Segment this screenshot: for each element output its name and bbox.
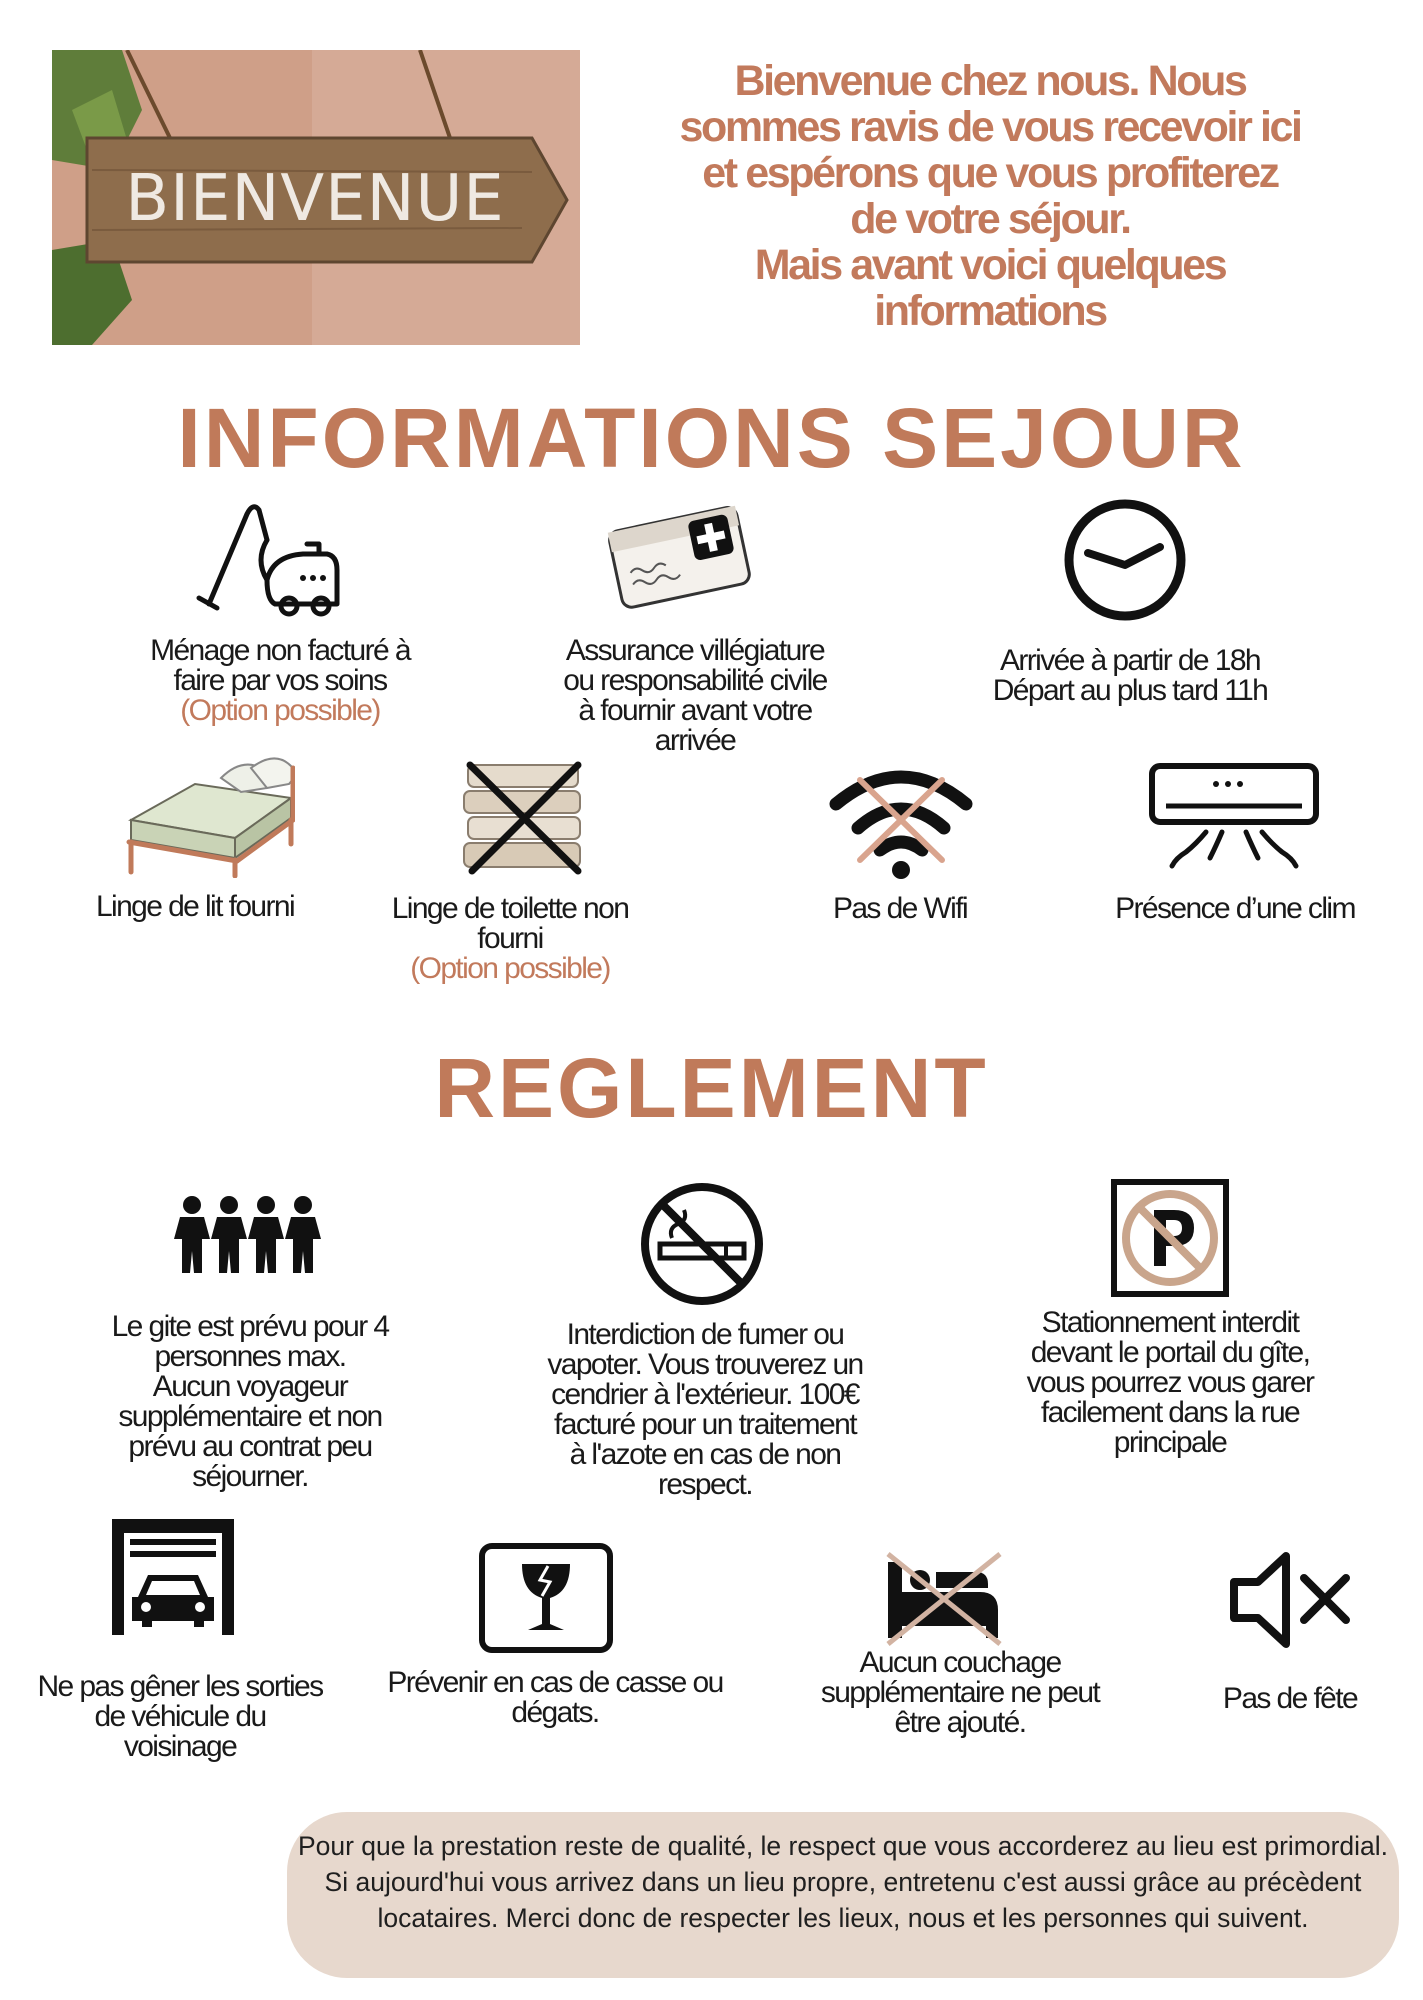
footer-note-text: Pour que la prestation reste de qualité, le respect que vous accorderez au lieu est primordial. Si aujourd'hui vous arrivez dans un lieu propre, entretenu c'est aussi grâce au précèdent locataires. Merci donc de respecter les lieux, nous et les personnes qui suivent. (297, 1831, 1389, 1933)
people-group-icon (174, 1195, 324, 1275)
caption-line: Ne pas gêner les sorties (37, 1670, 323, 1703)
caption-line: Interdiction de fumer ou (566, 1318, 844, 1351)
caption-line: faire par vos soins (173, 664, 387, 697)
caption-line: personnes max. (154, 1340, 346, 1373)
no-wifi-icon (826, 760, 976, 880)
rule-caption-sorties (25, 1672, 335, 1762)
towels-crossed-icon (458, 755, 588, 880)
caption-line: vous pourrez vous garer (1026, 1366, 1314, 1399)
caption-line: Pas de Wifi (832, 892, 968, 925)
section-title-rules: REGLEMENT (434, 1041, 989, 1135)
rule-caption-couchage (800, 1648, 1120, 1738)
caption-line: facturé pour un traitement (554, 1408, 856, 1441)
clock-icon (1060, 495, 1190, 625)
welcome-line: de votre séjour. (850, 195, 1130, 243)
caption-line: Assurance villégiature (565, 634, 825, 667)
caption-line: Prévenir en cas de casse ou (387, 1666, 723, 1699)
caption-line: Arrivée à partir de 18h (999, 644, 1261, 677)
caption-line: principale (1113, 1426, 1227, 1459)
caption-line: voisinage (123, 1730, 237, 1763)
caption-line: Ménage non facturé à (150, 634, 410, 667)
caption-line: séjourner. (192, 1460, 308, 1493)
caption-line: à l'azote en cas de non (569, 1438, 841, 1471)
info-caption-linge-lit (45, 892, 345, 922)
rule-caption-capacite (80, 1312, 420, 1492)
info-caption-wifi (780, 894, 1020, 924)
welcome-line: Bienvenue chez nous. Nous (734, 57, 1246, 105)
rule-caption-stationnement (990, 1308, 1350, 1458)
welcome-line: sommes ravis de vous recevoir ici (679, 103, 1301, 151)
welcome-line: informations (874, 287, 1106, 335)
info-caption-clim (1080, 894, 1390, 924)
air-conditioner-icon (1146, 762, 1322, 872)
welcome-message (630, 58, 1350, 334)
caption-line: arrivée (654, 724, 736, 757)
caption-line: ou responsabilité civile (563, 664, 827, 697)
caption-line: Le gite est prévu pour 4 (111, 1310, 389, 1343)
fragile-glass-icon (478, 1542, 614, 1654)
section-title-infos: INFORMATIONS SEJOUR (177, 391, 1246, 485)
caption-line: cendrier à l'extérieur. 100€ (551, 1378, 859, 1411)
caption-line: dégats. (511, 1696, 599, 1729)
caption-line: Aucun voyageur (152, 1370, 348, 1403)
caption-line: Présence d’une clim (1115, 892, 1355, 925)
caption-line: supplémentaire et non (118, 1400, 382, 1433)
info-caption-menage (90, 636, 470, 726)
bed-icon (125, 748, 295, 878)
caption-line: fourni (477, 922, 543, 955)
no-smoking-icon (638, 1180, 766, 1308)
caption-line: devant le portail du gîte, (1030, 1336, 1310, 1369)
caption-line: être ajouté. (894, 1706, 1026, 1739)
caption-line: Stationnement interdit (1041, 1306, 1299, 1339)
rule-caption-casse (380, 1668, 730, 1728)
welcome-line: et espérons que vous profiterez (702, 149, 1278, 197)
caption-line: Aucun couchage (859, 1646, 1061, 1679)
vacuum-cleaner-icon (195, 500, 345, 620)
caption-line: à fournir avant votre (578, 694, 812, 727)
option-note: (Option possible) (180, 694, 380, 727)
no-parking-icon (1110, 1178, 1230, 1298)
welcome-sign-photo (52, 50, 580, 345)
caption-line: prévu au contrat peu (128, 1430, 372, 1463)
info-caption-linge-toilette (350, 894, 670, 984)
caption-line: respect. (658, 1468, 752, 1501)
caption-line: Pas de fête (1222, 1682, 1358, 1715)
welcome-line: Mais avant voici quelques (754, 241, 1226, 289)
option-note: (Option possible) (410, 952, 610, 985)
caption-line: Linge de toilette non (391, 892, 629, 925)
insurance-card-icon (606, 500, 756, 610)
sign-text: BIENVENUE (125, 162, 505, 236)
caption-line: Linge de lit fourni (95, 890, 295, 923)
caption-line: de véhicule du (94, 1700, 266, 1733)
info-caption-horaires (940, 646, 1320, 706)
speaker-muted-icon (1228, 1548, 1356, 1652)
rule-caption-fete (1180, 1684, 1400, 1714)
garage-car-icon (108, 1515, 238, 1640)
caption-line: facilement dans la rue (1040, 1396, 1300, 1429)
caption-line: vapoter. Vous trouverez un (547, 1348, 863, 1381)
info-caption-assurance (520, 636, 870, 756)
caption-line: supplémentaire ne peut (820, 1676, 1100, 1709)
no-extra-bed-icon (880, 1548, 1008, 1648)
rule-caption-fumer (520, 1320, 890, 1500)
caption-line: Départ au plus tard 11h (992, 674, 1268, 707)
